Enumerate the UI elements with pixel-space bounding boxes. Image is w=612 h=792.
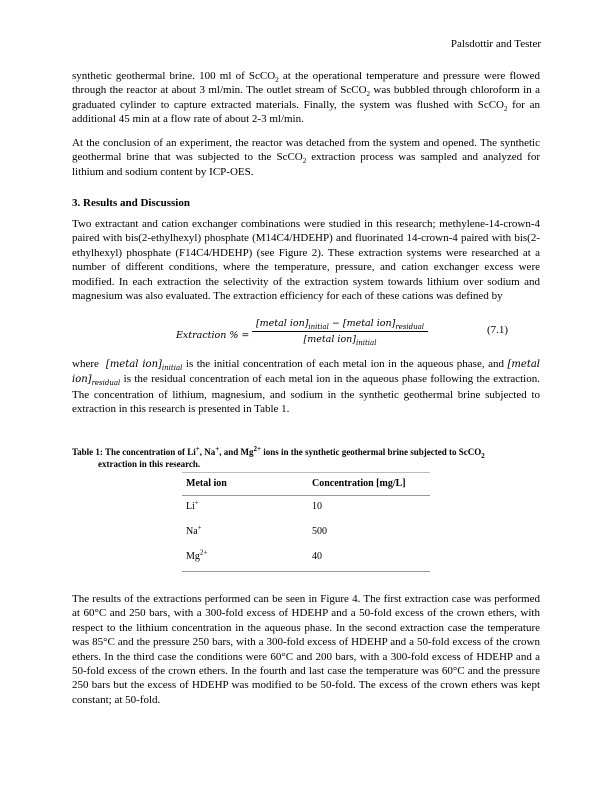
equation-number: (7.1) <box>487 324 509 336</box>
paragraph-equation-definitions: where [metal $ion]_{initial}$ is the initial concentration of each metal ion in the aqueous phase, and [metal $ion]_{residual}$ is the residual concentration of each metal ion in the aqueous phase following the extraction. The concentration of lithium, magnesium, and sodium in the synthetic geothermal brine subjected to extraction in this research is presented in Table 1. <box>72 358 540 416</box>
paragraph-methods-end: synthetic geothermal brine. 100 ml of ScCO$_2$ at the operational temperature and pressure were flowed through the reactor at about 3 ml/min. The outlet stream of ScCO$_2$ was bubbled through chloroform in a graduated cylinder to capture extracted materials. Finally, the system was flushed with ScCO$_2$ for an additional 45 min at a flow rate of about 2-3 ml/min. <box>72 70 540 126</box>
section-heading: 3. Results and Discussion <box>72 197 190 209</box>
table-cell-value: 10 <box>312 501 322 512</box>
table-cell-ion: Li+ <box>186 498 199 512</box>
table-caption: Table 1: The concentration of Li+, Na+, and $Mg^{2+}$ ions in the synthetic geothermal brine subjected to ScCO$_2$ extraction in this research. <box>72 445 485 469</box>
table-row <box>182 521 430 546</box>
table-cell-ion: Na+ <box>186 523 202 537</box>
paragraph-extraction-results: The results of the extractions performed can be seen in Figure 4. The first extraction case was performed at 60°C and 250 bars, with a 300-fold excess of HDEHP and a 50-fold excess of the crown ethers, with respect to the lithium concentration in the aqueous phase. In the second extraction case the temperature was 85°C and the pressure 250 bars, with a 300-fold excess of HDEHP and a 50-fold excess of the crown ethers. In the third case the conditions were 60°C and 200 bars, with a 300-fold excess of HDEHP and a 50-fold excess of the crown ethers. In the fourth and last case the temperature was 60°C and the pressure 250 bars but the excess of HDEHP was modified to be 50-fold. The excess of the crown ethers was kept constant; at 50-fold. <box>72 593 540 706</box>
table-header-concentration: Concentration [mg/L] <box>308 473 430 496</box>
running-head: Palsdottir and Tester <box>450 38 541 50</box>
table-row <box>182 546 430 572</box>
table-row <box>182 496 430 522</box>
table-header-row <box>182 473 430 496</box>
equation-denominator: [metal $ion]_{initial}$ <box>303 334 377 347</box>
equation-lhs: Extraction % = <box>176 330 250 341</box>
table-cell-ion: $Mg^{2+}$ <box>182 546 308 572</box>
table-cell-value: 500 <box>312 526 327 537</box>
equation-fraction <box>252 318 428 345</box>
equation-numerator: [metal $ion]_{initial}$ − [metal $ion]_{residual}$ <box>252 318 428 332</box>
concentration-table <box>182 472 430 572</box>
paragraph-results-intro: Two extractant and cation exchanger combinations were studied in this research; methylene-14-crown-4 paired with bis(2-ethylhexyl) phosphate (M14C4/HDEHP) and fluorinated 14-crown-4 paired with bis(2-ethylhexyl) phosphate (F14C4/HDEHP) (see Figure 2). These extraction systems were researched at a number of different conditions, where the temperature, pressure, and cation exchanger excess were modified. In each extraction the selectivity of the extraction system towards lithium over sodium and magnesium was also evaluated. The extraction efficiency for each of these cations was defined by <box>72 218 540 303</box>
paragraph-conclusion-of-experiment: At the conclusion of an experiment, the reactor was detached from the system and opened. The synthetic geothermal brine that was subjected to the ScCO$_2$ extraction process was sampled and analyzed for lithium and sodium content by ICP-OES. <box>72 137 540 178</box>
table-header-metal-ion: Metal ion <box>182 473 308 496</box>
table-cell-value: 40 <box>308 546 430 572</box>
equation-7-1 <box>72 318 540 354</box>
